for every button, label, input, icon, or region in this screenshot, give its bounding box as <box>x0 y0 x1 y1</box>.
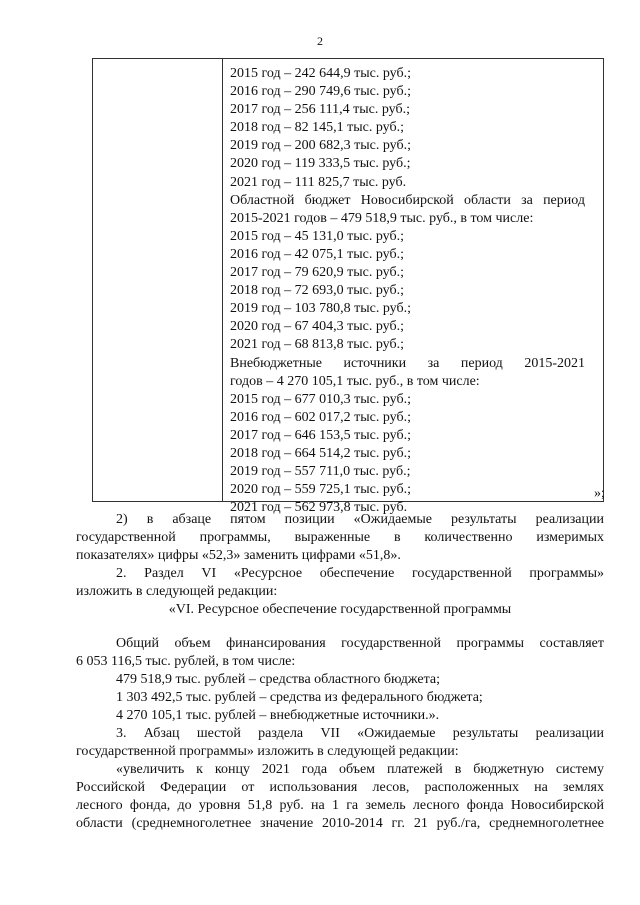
point-3-line: 3. Абзац шестой раздела VII «Ожидаемые результаты реализации <box>116 726 604 741</box>
table-line: 2017 год – 256 111,4 тыс. руб.; <box>230 102 410 118</box>
quote-line: лесного фонда, до уровня 51,8 руб. на 1 га земель лесного фонда Новосибирской <box>76 798 604 813</box>
item-2-line: показателях» цифры «52,3» заменить цифрами «51,8». <box>76 548 401 563</box>
table-line: 2016 год – 42 075,1 тыс. руб.; <box>230 246 404 262</box>
table-cell-text <box>230 65 585 517</box>
table-line: 2017 год – 646 153,5 тыс. руб.; <box>230 427 411 443</box>
table-line: 2020 год – 559 725,1 тыс. руб.; <box>230 482 411 498</box>
funding-item: 1 303 492,5 тыс. рублей – средства из федерального бюджета; <box>116 690 483 705</box>
funding-item: 4 270 105,1 тыс. рублей – внебюджетные источники.». <box>116 708 440 723</box>
table-line: 2019 год – 103 780,8 тыс. руб.; <box>230 301 411 317</box>
table-line: 2016 год – 290 749,6 тыс. руб.; <box>230 84 411 100</box>
table-line: 2015 год – 677 010,3 тыс. руб.; <box>230 391 411 407</box>
table-column-divider <box>222 59 223 501</box>
section-heading: «VI. Ресурсное обеспечение государственной программы <box>168 602 512 617</box>
item-2-line: государственной программы, выраженные в количественно измеримых <box>76 530 604 545</box>
point-2-line: изложить в следующей редакции: <box>76 584 278 599</box>
point-3-line: государственной программы» изложить в следующей редакции: <box>76 744 459 759</box>
blank-line <box>76 619 604 635</box>
page-number: 2 <box>317 34 323 48</box>
table-line: 2020 год – 119 333,5 тыс. руб.; <box>230 156 411 172</box>
quote-line: «увеличить к концу 2021 года объем платежей в бюджетную систему <box>116 762 604 777</box>
table-line: Внебюджетные источники за период 2015-2021 <box>230 355 585 371</box>
table-line: 2016 год – 602 017,2 тыс. руб.; <box>230 409 411 425</box>
table-line: Областной бюджет Новосибирской области за период <box>230 192 585 208</box>
total-funding-line: Общий объем финансирования государственной программы составляет <box>116 636 604 651</box>
point-2-line: 2. Раздел VI «Ресурсное обеспечение государственной программы» <box>116 566 604 581</box>
table-closing-quote: »; <box>594 486 605 501</box>
quote-line: области (среднемноголетнее значение 2010-2014 гг. 21 руб./га, среднемноголетнее <box>76 816 604 831</box>
quote-line: Российской Федерации от использования лесов, расположенных на землях <box>76 780 604 795</box>
table-line: 2021 год – 68 813,8 тыс. руб.; <box>230 337 404 353</box>
total-funding-line: 6 053 116,5 тыс. рублей, в том числе: <box>76 654 296 669</box>
table-line: 2018 год – 72 693,0 тыс. руб.; <box>230 283 404 299</box>
table-line: 2018 год – 82 145,1 тыс. руб.; <box>230 120 404 136</box>
funding-table <box>92 58 604 516</box>
item-2-line: 2) в абзаце пятом позиции «Ожидаемые результаты реализации <box>116 512 604 527</box>
document-body <box>76 511 604 833</box>
table-line: 2015 год – 45 131,0 тыс. руб.; <box>230 228 404 244</box>
table-line: 2017 год – 79 620,9 тыс. руб.; <box>230 265 404 281</box>
table-line: 2015 год – 242 644,9 тыс. руб.; <box>230 66 411 81</box>
table-line: 2019 год – 557 711,0 тыс. руб.; <box>230 464 411 480</box>
table-line: 2019 год – 200 682,3 тыс. руб.; <box>230 138 411 154</box>
funding-item: 479 518,9 тыс. рублей – средства областного бюджета; <box>116 672 440 687</box>
table-line: годов – 4 270 105,1 тыс. руб., в том числе: <box>230 373 480 389</box>
table-line: 2021 год – 111 825,7 тыс. руб. <box>230 174 407 190</box>
table-line: 2015-2021 годов – 479 518,9 тыс. руб., в том числе: <box>230 210 534 226</box>
table-line: 2018 год – 664 514,2 тыс. руб.; <box>230 445 411 461</box>
table-line: 2021 год – 562 973,8 тыс. руб. <box>230 500 408 516</box>
table-line: 2020 год – 67 404,3 тыс. руб.; <box>230 319 404 335</box>
